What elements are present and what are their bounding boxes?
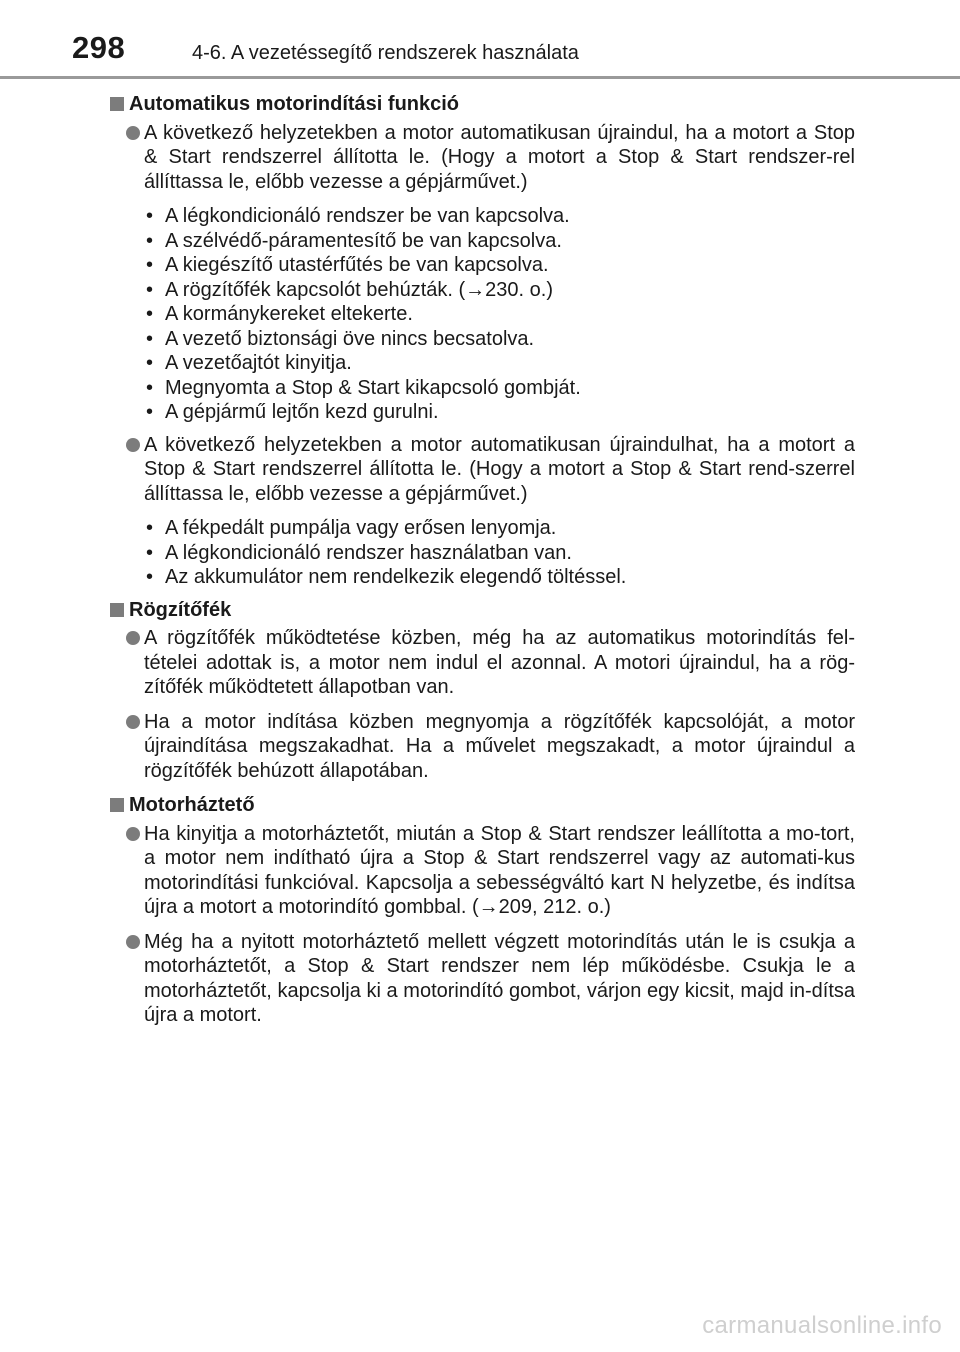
round-bullet-icon [126,631,140,645]
bullet-icon: • [146,303,154,325]
list-item [144,229,855,254]
section-heading [110,598,855,623]
list-item [144,565,855,590]
paragraph-text: Ha kinyitja a motorháztetőt, miután a Stop & Start rendszer leállította a mo-tort, a motor nem indítható újra a Stop & Start rendszerrel vagy az automati-kus motorindítási funkcióval. Kapcsolja a sebességváltó kart N helyzetbe, és indítsa újra a motort a motorindító gombbal. (→209, 212. o.) [144,822,855,918]
page-header [0,0,960,80]
list-item-text: A légkondicionáló rendszer használatban van. [165,541,572,564]
round-bullet-icon [126,935,140,949]
paragraph-text: A következő helyzetekben a motor automatikusan újraindulhat, ha a motort a Stop & Start rendszerrel állította le. (Hogy a motort a Stop & Start rend-szerrel állíttassa le, előbb vezesse a gépjárművet.) [144,433,855,505]
list-item [144,253,855,278]
list-item-text: A rögzítőfék kapcsolót behúzták. (→230. o.) [165,278,553,301]
list-item [144,376,855,401]
section-parking-brake [110,598,855,784]
list-item-text: A vezetőajtót kinyitja. [165,352,352,374]
bullet-icon: • [146,517,154,539]
list-item-text: A szélvédő-páramentesítő be van kapcsolva. [165,229,562,252]
bullet-icon: • [146,566,154,588]
condition-list [110,516,855,590]
round-bullet-icon [126,438,140,452]
list-item-text: A fékpedált pumpálja vagy erősen lenyomja. [165,517,557,539]
list-item [144,278,855,303]
list-item-text: A légkondicionáló rendszer be van kapcsolva. [165,205,570,227]
bullet-icon: • [146,205,154,227]
watermark: carmanualsonline.info [702,1312,942,1339]
section-heading [110,92,855,117]
paragraph-text: Még ha a nyitott motorháztető mellett végzett motorindítás után le is csukja a motorháztetőt, a Stop & Start rendszer nem lép működésbe. Csukja le a motorháztetőt, kapcsolja ki a motorindító gombot, várjon egy kicsit, majd in-dítsa újra a motort. [144,930,855,1026]
square-bullet-icon [110,97,124,111]
paragraph-text: A következő helyzetekben a motor automatikusan újraindul, ha a motort a Stop & Start rendszerrel állította le. (Hogy a motort a Stop & Start rendszer-rel állíttassa le, előbb vezesse a gépjárművet.) [144,121,855,193]
round-bullet-icon [126,715,140,729]
paragraph [110,433,855,507]
bullet-icon: • [146,327,154,350]
round-bullet-icon [126,827,140,841]
list-item-text: A gépjármű lejtőn kezd gurulni. [165,401,439,423]
list-item [144,516,855,541]
square-bullet-icon [110,603,124,617]
section-heading-text: Automatikus motorindítási funkció [129,93,460,115]
condition-list [110,204,855,425]
bullet-icon: • [146,352,154,374]
list-item-text: Megnyomta a Stop & Start kikapcsoló gombját. [165,376,581,399]
section-heading [110,793,855,818]
section-heading-text: Rögzítőfék [129,598,232,621]
list-item-text: A kiegészítő utastérfűtés be van kapcsolva. [165,254,549,276]
list-item-text: Az akkumulátor nem rendelkezik elegendő töltéssel. [165,566,627,588]
list-item [144,541,855,566]
header-divider [0,76,960,79]
round-bullet-icon [126,126,140,140]
bullet-icon: • [146,541,154,564]
section-hood [110,793,855,1028]
paragraph [110,121,855,195]
paragraph [110,822,855,920]
paragraph-text: Ha a motor indítása közben megnyomja a rögzítőfék kapcsolóját, a motor újraindítása megszakadhat. Ha a művelet megszakadt, a motor újraindul a rögzítőfék behúzott állapotában. [144,710,855,782]
list-item [144,302,855,327]
list-item-text: A vezető biztonsági öve nincs becsatolva. [165,327,535,350]
paragraph-text: A rögzítőfék működtetése közben, még ha az automatikus motorindítás fel-tételei adottak is, a motor nem indul el azonnal. A motori újraindul, ha a rög-zítőfék működtetett állapotban van. [144,627,855,698]
paragraph [110,710,855,784]
bullet-icon: • [146,376,154,399]
list-item-text: A kormánykereket eltekerte. [165,303,413,325]
section-automatic-restart [110,92,855,590]
page-content [110,92,855,1038]
square-bullet-icon [110,798,124,812]
list-item [144,351,855,376]
list-item [144,327,855,352]
paragraph [110,930,855,1028]
bullet-icon: • [146,254,154,276]
section-heading-text: Motorháztető [129,794,255,816]
bullet-icon: • [146,278,154,301]
chapter-title: 4-6. A vezetéssegítő rendszerek használata [192,42,579,64]
paragraph [110,626,855,700]
bullet-icon: • [146,229,154,252]
bullet-icon: • [146,401,154,423]
list-item [144,204,855,229]
list-item [144,400,855,425]
page-number: 298 [72,30,126,65]
